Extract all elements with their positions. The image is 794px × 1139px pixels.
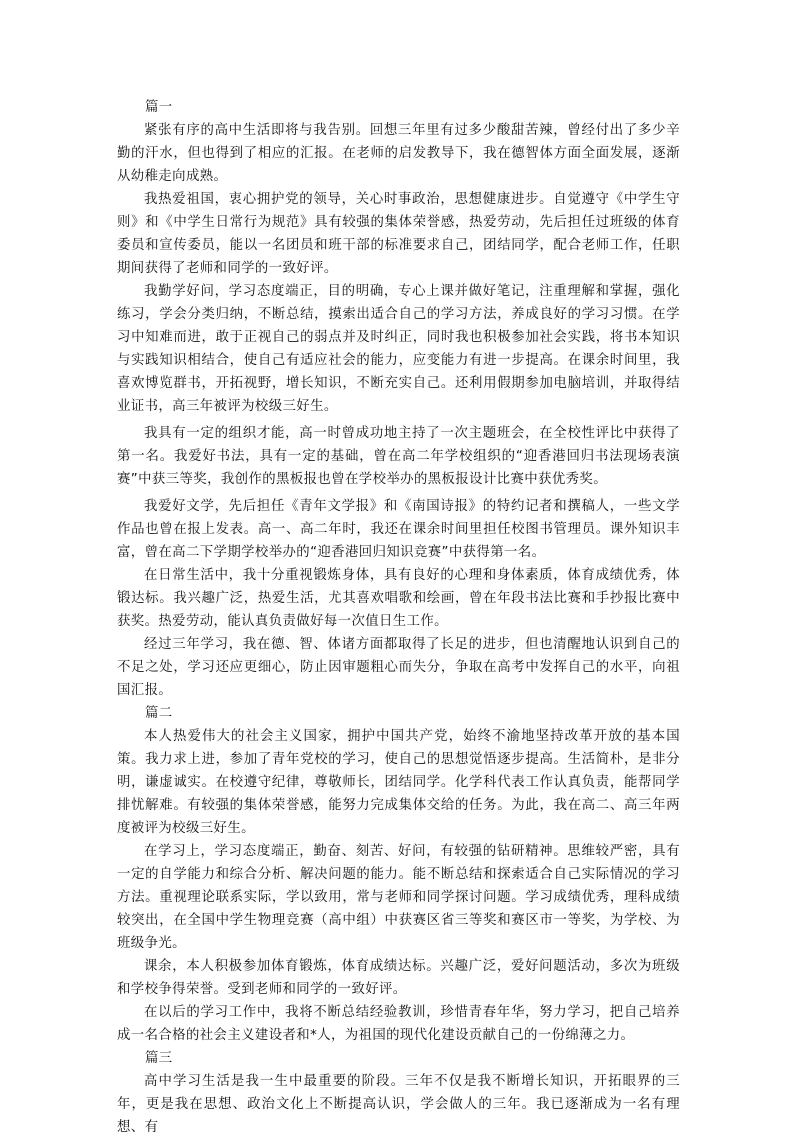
paragraph: 本人热爱伟大的社会主义国家，拥护中国共产党，始终不渝地坚持改革开放的基本国策。我力求上进，参加了青年党校的学习，使自己的思想觉悟逐步提高。生活简朴，是非分明，谦虚诚实。在校遵守纪律，尊敬师长，团结同学。化学科代表工作认真负责，能帮同学排忧解难。有较强的集体荣誉感，能努力完成集体交给的任务。为此，我在高二、高三年两度被评为校级三好生。: [117, 729, 680, 836]
paragraph: 课余，本人积极参加体育锻炼，体育成绩达标。兴趣广泛，爱好问题活动，多次为班级和学校争得荣誉。受到老师和同学的一致好评。: [117, 959, 680, 997]
paragraph: 我爱好文学，先后担任《青年文学报》和《南国诗报》的特约记者和撰稿人，一些文学作品也曾在报上发表。高一、高二年时，我还在课余时间里担任校图书管理员。课外知识丰富，曾在高二下学期学校举办的“迎香港回归知识竞赛”中获得第一名。: [117, 499, 680, 560]
paragraph: 我热爱祖国，衷心拥护党的领导，关心时事政治，思想健康进步。自觉遵守《中学生守则》和《中学生日常行为规范》具有较强的集体荣誉感，热爱劳动，先后担任过班级的体育委员和宣传委员，能以一名团员和班干部的标准要求自己，团结同学，配合老师工作，任职期间获得了老师和同学的一致好评。: [117, 192, 680, 276]
section-heading: 篇三: [145, 1051, 173, 1066]
paragraph: 高中学习生活是我一生中最重要的阶段。三年不仅是我不断增长知识，开拓眼界的三年，更是我在思想、政治文化上不断提高认识，学会做人的三年。我已逐渐成为一名有理想、有: [117, 1074, 680, 1135]
document-page: [117, 96, 680, 1139]
paragraph: 在以后的学习工作中，我将不断总结经验教训，珍惜青春年华，努力学习，把自己培养成一名合格的社会主义建设者和*人，为祖国的现代化建设贡献自己的一份绵薄之力。: [117, 1005, 680, 1043]
paragraph: 在日常生活中，我十分重视锻炼身体，具有良好的心理和身体素质，体育成绩优秀，体锻达标。我兴趣广泛，热爱生活，尤其喜欢唱歌和绘画，曾在年段书法比赛和手抄报比赛中获奖。热爱劳动，能认真负责做好每一次值日生工作。: [117, 568, 680, 629]
paragraph: 紧张有序的高中生活即将与我告别。回想三年里有过多少酸甜苦辣，曾经付出了多少辛勤的汗水，但也得到了相应的汇报。在老师的启发教导下，我在德智体方面全面发展，逐渐从幼稚走向成熟。: [117, 123, 680, 184]
paragraph: 我具有一定的组织才能，高一时曾成功地主持了一次主题班会，在全校性评比中获得了第一名。我爱好书法，具有一定的基础，曾在高二年学校组织的“迎香港回归书法现场表演赛”中获三等奖，我创作的黑板报也曾在学校举办的黑板报设计比赛中获优秀奖。: [117, 426, 680, 487]
section-heading: 篇一: [145, 100, 173, 115]
section-heading: 篇二: [145, 706, 173, 721]
section-1: [117, 96, 680, 702]
paragraph: 我勤学好问，学习态度端正，目的明确，专心上课并做好笔记，注重理解和掌握，强化练习，学会分类归纳，不断总结，摸索出适合自己的学习方法，养成良好的学习习惯。在学习中知难而进，敢于正视自己的弱点并及时纠正，同时我也积极参加社会实践，将书本知识与实践知识相结合，使自己有适应社会的能力，应变能力有进一步提高。在课余时间里，我喜欢博览群书，开拓视野，增长知识，不断充实自己。还利用假期参加电脑培训，并取得结业证书，高三年被评为校级三好生。: [117, 284, 680, 414]
paragraph: 经过三年学习，我在德、智、体诸方面都取得了长足的进步，但也清醒地认识到自己的不足之处，学习还应更细心，防止因审题粗心而失分，争取在高考中发挥自己的水平，向祖国汇报。: [117, 637, 680, 698]
section-2: [117, 702, 680, 1047]
paragraph: 在学习上，学习态度端正，勤奋、刻苦、好问，有较强的钻研精神。思维较严密，具有一定的自学能力和综合分析、解决问题的能力。能不断总结和探索适合自己实际情况的学习方法。重视理论联系实际，学以致用，常与老师和同学探讨问题。学习成绩优秀，理科成绩较突出，在全国中学生物理竞赛（高中组）中获赛区省三等奖和赛区市一等奖，为学校、为班级争光。: [117, 844, 680, 951]
section-3: [117, 1047, 680, 1139]
